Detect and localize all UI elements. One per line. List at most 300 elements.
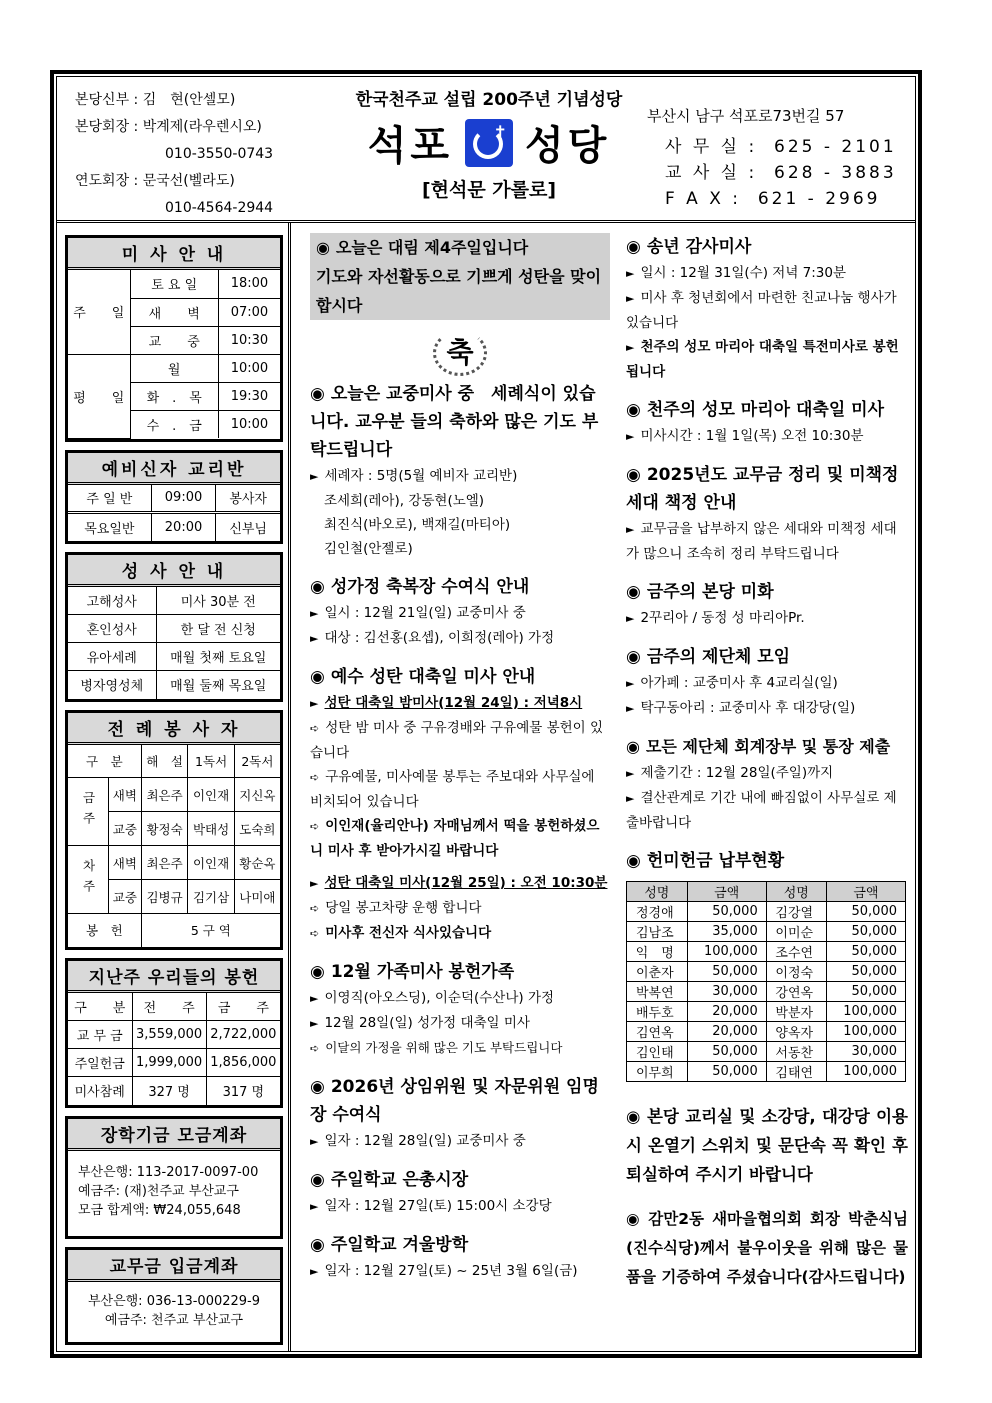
family-mass-line [310, 1011, 610, 1036]
mass-time: 07:00 [218, 298, 280, 326]
flowers-title [626, 578, 908, 606]
ledger-section [626, 733, 908, 835]
donation-thanks-notice [626, 1205, 908, 1292]
donor-amount: 50,000 [826, 922, 905, 942]
catechumen-box [65, 450, 283, 544]
bullet-icon: ◉ [310, 384, 325, 404]
donations-section [626, 847, 908, 1082]
bullet-icon: ◉ [626, 465, 641, 485]
bullet-icon: ◉ [310, 962, 325, 982]
liturgy-header: 구 분 [68, 745, 141, 778]
reader-2: 황순옥 [234, 846, 280, 880]
family-mass-title [310, 958, 610, 986]
offering-label: 봉 헌 [68, 914, 141, 947]
donor-name: 배두호 [627, 1002, 688, 1022]
donor-name: 김인태 [627, 1042, 688, 1062]
winter-break-title-text: 주일학교 겨울방학 [330, 1235, 469, 1255]
mass-time: 10:30 [218, 326, 280, 354]
weekday-label: 평 일 [68, 354, 130, 438]
arrow-icon: ► [310, 1200, 319, 1213]
class-name: 주 일 반 [68, 485, 151, 513]
celebration-emblem [310, 330, 610, 376]
donor-name: 이정숙 [766, 962, 826, 982]
donor-name: 익 명 [627, 942, 688, 962]
scholarship-holder: 예금주: (재)천주교 부산교구 [78, 1183, 239, 1199]
staff-list [75, 87, 273, 222]
mass-time: 10:00 [218, 410, 280, 438]
donor-amount: 100,000 [826, 1002, 905, 1022]
staff-pastor: 본당신부 : 김 현(안셀모) [75, 92, 236, 108]
christmas-day-text: 성탄 대축일 미사(12월 25일) : 오전 10:30분 [324, 875, 608, 891]
donor-name: 이무희 [627, 1062, 688, 1082]
group-meeting: 아가페 : 교중미사 후 4교리실(일) [640, 675, 838, 691]
christmas-day-heading [310, 871, 610, 896]
donor-name: 김강열 [766, 902, 826, 922]
liturgy-header: 해 설 [141, 745, 188, 778]
bullet-icon: ◉ [316, 238, 330, 257]
christmas-eve-line [310, 814, 610, 863]
hand-arrow-icon: ➪ [310, 820, 320, 833]
donor-amount: 30,000 [826, 1042, 905, 1062]
ledger-line [626, 786, 908, 835]
contact-office: 사 무 실 : 625 - 2101 [665, 137, 897, 157]
arrow-icon: ► [310, 1265, 319, 1278]
dues-2025-section [626, 461, 908, 566]
heater-notice [626, 1102, 908, 1189]
arrow-icon: ► [626, 767, 635, 780]
offering-curr: 317 명 [206, 1077, 280, 1105]
highlight-line-1: 오늘은 대림 제4주일입니다 [335, 238, 529, 257]
year-end-line [626, 286, 908, 335]
sacraments-box [65, 552, 283, 702]
baptism-title [310, 380, 610, 464]
bullet-icon: ◉ [310, 1235, 325, 1255]
advent-highlight [310, 233, 610, 320]
donor-name: 김태연 [766, 1062, 826, 1082]
arrow-icon: ► [310, 1017, 319, 1030]
donor-name: 김남조 [627, 922, 688, 942]
offering-prev: 1,999,000 [132, 1049, 206, 1077]
family-mass-date: 12월 28일(일) 성가정 대축일 미사 [324, 1015, 530, 1031]
baptism-section [310, 380, 610, 561]
donor-name: 정경애 [627, 902, 688, 922]
market-line [310, 1194, 610, 1219]
christmas-eve-line [310, 765, 610, 814]
mass-day: 토 요 일 [130, 270, 218, 298]
donation-thanks-text [626, 1205, 908, 1292]
mass-time: 18:00 [218, 270, 280, 298]
sacrament-info: 미사 30분 전 [156, 587, 280, 615]
bullet-icon: ◉ [626, 582, 641, 602]
baptism-count: 세례자 : 5명(5월 예비자 교리반) [324, 468, 518, 484]
baptism-names: 김인철(안젤로) [324, 541, 413, 557]
arrow-icon: ► [626, 430, 635, 443]
donor-name: 이춘자 [627, 962, 688, 982]
reader-2: 지신옥 [234, 778, 280, 812]
dues-holder: 예금주: 천주교 부산교구 [104, 1312, 244, 1328]
offering-header: 전 주 [132, 993, 206, 1021]
mass-day: 수 . 금 [130, 410, 218, 438]
donor-name: 서동찬 [766, 1042, 826, 1062]
offering-label: 주일헌금 [68, 1049, 132, 1077]
donor-name: 박분자 [766, 1002, 826, 1022]
christmas-eve-info: 이인재(율리안나) 자매님께서 떡을 봉헌하셨으니 미사 후 받아가시길 바랍니다 [310, 818, 600, 859]
sacrament-info: 한 달 전 신청 [156, 615, 280, 643]
holy-family-line [310, 626, 610, 651]
sacraments-title: 성 사 안 내 [68, 555, 280, 587]
liturgy-header: 1독서 [188, 745, 234, 778]
arrow-icon: ► [310, 877, 319, 890]
baptism-line [310, 464, 610, 489]
highlight-line-2: 기도와 자선활동으로 기쁘게 성탄을 맞이합시다 [316, 267, 602, 315]
arrow-icon: ► [626, 677, 635, 690]
family-mass-family: 이영직(아오스딩), 이순덕(수산나) 가정 [324, 990, 555, 1006]
christmas-day-info: 미사후 전신자 식사있습니다 [325, 925, 492, 941]
sacrament-name: 병자영성체 [68, 671, 156, 699]
table-row [627, 962, 906, 982]
offering-curr: 1,856,000 [206, 1049, 280, 1077]
staff-yeondo: 연도회장 : 문국선(벨라도) [75, 173, 235, 189]
sunday-label: 주 일 [68, 270, 130, 354]
notice-2: 감만2동 새마을협의회 회장 박춘식님(진수식당)께서 불우이웃을 위해 많은 물품을 기증하여 주셨습니다(감사드립니다) [626, 1210, 908, 1286]
donor-amount: 50,000 [687, 1042, 766, 1062]
this-week-label: 금주 [68, 778, 109, 846]
ledger-title [626, 733, 908, 761]
offering-header: 구 분 [68, 993, 132, 1021]
dues-account-box [65, 1247, 283, 1345]
contact-fax: F A X : 621 - 2969 [665, 189, 881, 209]
winter-break-line [310, 1259, 610, 1284]
parish-title-block [319, 85, 659, 202]
donor-amount: 50,000 [826, 982, 905, 1002]
baptism-names: 조세희(레아), 강동현(노엘) [324, 493, 485, 509]
offering-value: 5 구 역 [141, 914, 280, 947]
hand-arrow-icon: ➪ [310, 902, 320, 915]
scholarship-title: 장학기금 모금계좌 [68, 1119, 280, 1151]
arrow-icon: ► [626, 523, 635, 536]
baptism-names: 최진식(바오로), 백재길(마티아) [324, 517, 511, 533]
offering-prev: 3,559,000 [132, 1021, 206, 1049]
commentator: 김병규 [141, 880, 188, 914]
dues-2025-line [626, 517, 908, 566]
donor-name: 강연옥 [766, 982, 826, 1002]
mary-mass-title [626, 396, 908, 424]
scholarship-box [65, 1116, 283, 1239]
reader-1: 박태성 [188, 812, 234, 846]
donor-name: 김연옥 [627, 1022, 688, 1042]
dues-bank: 부산은행: 036-13-000229-9 [87, 1293, 261, 1309]
dues-account-details [68, 1282, 280, 1342]
year-end-event: 미사 후 청년회에서 마련한 친교나눔 행사가 있습니다 [626, 290, 897, 331]
groups-section [626, 643, 908, 721]
market-date: 일자 : 12월 27일(토) 15:00시 소강당 [324, 1198, 552, 1214]
flowers-section [626, 578, 908, 631]
christmas-eve-info: 구유예물, 미사예물 봉투는 주보대와 사무실에 비치되어 있습니다 [310, 769, 595, 810]
mary-mass-line [626, 424, 908, 449]
table-row [627, 1062, 906, 1082]
hand-arrow-icon: ➪ [310, 1042, 320, 1055]
donor-name: 이미순 [766, 922, 826, 942]
christmas-day-line [310, 921, 610, 946]
donor-amount: 100,000 [826, 1062, 905, 1082]
center-column [310, 233, 610, 1284]
parish-logo-icon: ✝ [465, 119, 513, 167]
col-header: 성명 [627, 882, 688, 902]
holy-family-section [310, 573, 610, 651]
mary-mass-title-text: 천주의 성모 마리아 대축일 미사 [646, 400, 885, 420]
arrow-icon: ► [310, 607, 319, 620]
bulletin-header [57, 77, 915, 223]
donor-name: 양옥자 [766, 1022, 826, 1042]
arrow-icon: ► [626, 792, 635, 805]
table-row [627, 902, 906, 922]
table-row [627, 1042, 906, 1062]
reader-1: 김기삼 [188, 880, 234, 914]
donor-amount: 50,000 [687, 902, 766, 922]
bullet-icon: ◉ [626, 237, 641, 257]
appointment-line [310, 1129, 610, 1154]
family-mass-line [310, 986, 610, 1011]
family-mass-note [310, 1036, 610, 1061]
donor-amount: 20,000 [687, 1002, 766, 1022]
liturgy-box [65, 710, 283, 950]
staff-president: 본당회장 : 박계제(라우렌시오) [75, 119, 262, 135]
donor-amount: 50,000 [826, 942, 905, 962]
class-teacher: 신부님 [216, 513, 280, 541]
contact-block [647, 105, 897, 212]
offerings-box [65, 958, 283, 1108]
year-end-date: 일시 : 12월 31일(수) 저녁 7:30분 [640, 265, 847, 281]
commentator: 최은주 [141, 778, 188, 812]
reader-1: 이인재 [188, 778, 234, 812]
class-teacher: 봉사자 [216, 485, 280, 513]
sidebar [57, 223, 291, 1351]
arrow-icon: ► [310, 697, 319, 710]
year-end-section [626, 233, 908, 384]
sacrament-info: 매월 둘째 목요일 [156, 671, 280, 699]
arrow-icon: ► [310, 632, 319, 645]
market-title-text: 주일학교 은총시장 [330, 1170, 469, 1190]
donor-amount: 100,000 [826, 1022, 905, 1042]
appointment-section [310, 1073, 610, 1154]
class-time: 09:00 [151, 485, 216, 513]
bullet-icon: ◉ [626, 737, 640, 756]
col-header: 성명 [766, 882, 826, 902]
holy-family-title [310, 573, 610, 601]
donor-amount: 20,000 [687, 1022, 766, 1042]
donations-title [626, 847, 908, 875]
mass-type: 새벽 [109, 778, 142, 812]
winter-break-section [310, 1231, 610, 1284]
flowers-title-text: 금주의 본당 미화 [646, 582, 774, 602]
year-end-note: 천주의 성모 마리아 대축일 특전미사로 봉헌됩니다 [626, 339, 899, 380]
parish-name [319, 114, 659, 171]
col-header: 금액 [687, 882, 766, 902]
scholarship-total: 모금 합계액: ₩24,055,648 [78, 1202, 241, 1218]
arrow-icon: ► [310, 470, 319, 483]
christmas-section [310, 663, 610, 946]
holy-family-line [310, 601, 610, 626]
reader-2: 도숙희 [234, 812, 280, 846]
ledger-title-text: 모든 제단체 회계장부 및 통장 제출 [645, 737, 891, 756]
year-end-line [626, 335, 908, 384]
appointment-date: 일자 : 12월 28일(일) 교중미사 중 [324, 1133, 526, 1149]
family-mass-section [310, 958, 610, 1061]
arrow-icon: ► [626, 702, 635, 715]
year-end-title [626, 233, 908, 261]
donor-amount: 35,000 [687, 922, 766, 942]
christmas-title [310, 663, 610, 691]
class-time: 20:00 [151, 513, 216, 541]
scholarship-bank: 부산은행: 113-2017-0097-00 [78, 1164, 259, 1180]
appointment-title [310, 1073, 610, 1129]
flowers-line [626, 606, 908, 631]
mass-guide-box [65, 235, 283, 442]
sacrament-name: 고해성사 [68, 587, 156, 615]
president-phone: 010-3550-0743 [165, 146, 274, 162]
mass-day: 월 [130, 354, 218, 382]
ledger-line [626, 761, 908, 786]
year-end-line [626, 261, 908, 286]
hand-arrow-icon: ➪ [310, 927, 320, 940]
sacrament-info: 매월 첫째 토요일 [156, 643, 280, 671]
donor-amount: 50,000 [687, 962, 766, 982]
bullet-icon: ◉ [310, 577, 325, 597]
hand-arrow-icon: ➪ [310, 722, 320, 735]
dues-2025-title-text: 2025년도 교무금 정리 및 미책정 세대 책정 안내 [626, 465, 899, 513]
mass-day: 화 . 목 [130, 382, 218, 410]
groups-line [626, 696, 908, 721]
christmas-day-info: 당일 봉고차량 운행 합니다 [325, 900, 482, 916]
christmas-eve-info: 성탄 밤 미사 중 구유경배와 구유예물 봉헌이 있습니다 [310, 720, 604, 761]
christmas-day-line [310, 896, 610, 921]
family-mass-title-text: 12월 가족미사 봉헌가족 [330, 962, 515, 982]
patron-name: [현석문 가롤로] [421, 179, 557, 201]
bullet-icon: ◉ [310, 1170, 325, 1190]
ledger-info: 결산관계로 기간 내에 빠짐없이 사무실로 제출바랍니다 [626, 790, 897, 831]
bullet-icon: ◉ [626, 1210, 643, 1228]
commentator: 황정숙 [141, 812, 188, 846]
liturgy-header: 2독서 [234, 745, 280, 778]
baptism-title-text: 오늘은 교중미사 중 세례식이 있습니다. 교우분 들의 축하와 많은 기도 부탁드립니다 [310, 384, 599, 460]
donor-name: 조수연 [766, 942, 826, 962]
groups-title [626, 643, 908, 671]
dues-2025-title [626, 461, 908, 517]
table-row [627, 942, 906, 962]
table-row [627, 1022, 906, 1042]
donor-amount: 50,000 [826, 902, 905, 922]
liturgy-title: 전 례 봉 사 자 [68, 713, 280, 745]
holy-family-title-text: 성가정 축복장 수여식 안내 [330, 577, 530, 597]
sacrament-name: 유아세례 [68, 643, 156, 671]
wreath-icon: 축 [433, 330, 487, 376]
arrow-icon: ► [310, 992, 319, 1005]
appointment-title-text: 2026년 상임위원 및 자문위원 임명장 수여식 [310, 1077, 599, 1125]
offering-label: 교 무 금 [68, 1021, 132, 1049]
col-header: 금액 [826, 882, 905, 902]
mass-type: 새벽 [109, 846, 142, 880]
table-row [627, 1002, 906, 1022]
winter-break-title [310, 1231, 610, 1259]
main-content [294, 223, 915, 1351]
catechumen-title: 예비신자 교리반 [68, 453, 280, 485]
winter-break-date: 일자 : 12월 27일(토) ~ 25년 3월 6일(금) [324, 1263, 578, 1279]
year-end-title-text: 송년 감사미사 [646, 237, 752, 257]
christmas-eve-line [310, 716, 610, 765]
offering-header: 금 주 [206, 993, 280, 1021]
arrow-icon: ► [626, 292, 635, 305]
next-week-label: 차주 [68, 846, 109, 914]
donor-name: 박복연 [627, 982, 688, 1002]
offerings-title: 지난주 우리들의 봉헌 [68, 961, 280, 993]
holy-family-date: 일시 : 12월 21일(일) 교중미사 중 [324, 605, 526, 621]
donations-title-text: 헌미헌금 납부현황 [646, 851, 785, 871]
holy-family-target: 대상 : 김선홍(요셉), 이희정(레아) 가정 [324, 630, 555, 646]
mass-type: 교중 [109, 812, 142, 846]
donor-amount: 50,000 [687, 1062, 766, 1082]
commentator: 최은주 [141, 846, 188, 880]
sunday-school-market-section [310, 1166, 610, 1219]
reader-2: 나미애 [234, 880, 280, 914]
donor-amount: 50,000 [826, 962, 905, 982]
bullet-icon: ◉ [310, 667, 325, 687]
scholarship-details [68, 1151, 280, 1236]
dues-2025-info: 교무금을 납부하지 않은 세대와 미책정 세대가 많으니 조속히 정리 부탁드립니다 [626, 521, 897, 562]
bullet-icon: ◉ [626, 647, 641, 667]
bullet-icon: ◉ [310, 1077, 325, 1097]
arrow-icon: ► [626, 341, 635, 354]
hand-arrow-icon: ➪ [310, 771, 320, 784]
parish-name-right: 성당 [525, 123, 611, 169]
mass-type: 교중 [109, 880, 142, 914]
christmas-eve-text: 성탄 대축일 밤미사(12월 24일) : 저녁8시 [324, 695, 583, 711]
bullet-icon: ◉ [626, 851, 641, 871]
table-row [627, 922, 906, 942]
mass-day: 새 벽 [130, 298, 218, 326]
mass-guide-title: 미 사 안 내 [68, 238, 280, 270]
mass-time: 10:00 [218, 354, 280, 382]
mary-mass-time: 미사시간 : 1월 1일(목) 오전 10:30분 [640, 428, 864, 444]
mary-mass-section [626, 396, 908, 449]
family-mass-note-text: 이달의 가정을 위해 많은 기도 부탁드립니다 [325, 1040, 563, 1055]
flowers-group: 2꾸리아 / 동정 성 마리아Pr. [640, 610, 805, 626]
heater-notice-text [626, 1102, 908, 1189]
groups-title-text: 금주의 제단체 모임 [646, 647, 791, 667]
donor-amount: 30,000 [687, 982, 766, 1002]
christmas-title-text: 예수 성탄 대축일 미사 안내 [330, 667, 536, 687]
yeondo-phone: 010-4564-2944 [165, 200, 274, 216]
contact-teachers: 교 사 실 : 628 - 3883 [665, 163, 897, 183]
offering-curr: 2,722,000 [206, 1021, 280, 1049]
donor-amount: 100,000 [687, 942, 766, 962]
group-meeting: 탁구동아리 : 교중미사 후 대강당(일) [640, 700, 856, 716]
ledger-deadline: 제출기간 : 12월 28일(주일)까지 [640, 765, 834, 781]
dues-account-title: 교무금 입금계좌 [68, 1250, 280, 1282]
arrow-icon: ► [626, 267, 635, 280]
donations-table [626, 881, 906, 1082]
arrow-icon: ► [626, 612, 635, 625]
bullet-icon: ◉ [626, 1107, 641, 1126]
bulletin-inner [56, 76, 916, 1352]
reader-1: 이인재 [188, 846, 234, 880]
bulletin-frame [50, 70, 922, 1358]
christmas-eve-heading [310, 691, 610, 716]
parish-subtitle: 한국천주교 설립 200주년 기념성당 [355, 90, 623, 110]
groups-line [626, 671, 908, 696]
notice-1: 본당 교리실 및 소강당, 대강당 이용시 온열기 스위치 및 문단속 꼭 확인 후 퇴실하여 주시기 바랍니다 [626, 1107, 908, 1184]
table-row [627, 982, 906, 1002]
offering-prev: 327 명 [132, 1077, 206, 1105]
